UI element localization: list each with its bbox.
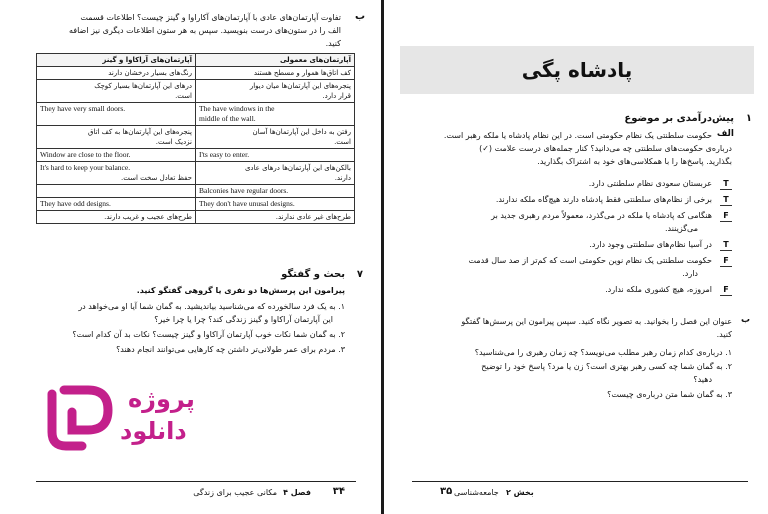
section1-a-label: الف: [716, 129, 734, 139]
page-number: ۳۴: [332, 486, 345, 497]
page-number: ۳۵: [440, 486, 453, 497]
question-item: ۱. درباره‌ی کدام زمان رهبر مطلب می‌نویسد؟ چه زمان رهبری را می‌شناسید؟: [474, 348, 732, 357]
table-cell: [196, 162, 355, 185]
table-cell-line: I'ts easy to enter.: [199, 150, 250, 159]
table-row: [37, 103, 355, 126]
table-row: [37, 80, 355, 103]
statement-text: عربستان سعودی نظام سلطنتی دارد.: [588, 179, 712, 188]
table-cell-line: قرار دارد.: [322, 92, 351, 100]
discussion-item: ۲. به گمان شما نکات خوب آپارتمان آراکاوا و گینز چیست؟ نکات بد آن کدام است؟: [72, 330, 345, 339]
table-cell-line: حفظ تعادل سخت است.: [120, 174, 192, 182]
table-header: آپارتمان‌های آراکاوا و گینز: [37, 54, 196, 67]
logo-text-line1: پروژه: [128, 385, 195, 413]
table-cell-line: پنجره‌های این آپارتمان‌ها میان دیوار: [249, 82, 351, 90]
table-cell: [196, 67, 355, 80]
table-cell-line: It's hard to keep your balance.: [40, 163, 131, 172]
section1-title: پیش‌درآمدی بر موضوع: [624, 113, 734, 124]
table-cell: [196, 211, 355, 224]
statement-text: حکومت سلطنتی یک نظام نوین حکومتی است که کم‌تر از صد سال قدمت: [468, 256, 712, 265]
table-cell-line: Window are close to the floor.: [40, 150, 131, 159]
table-row: [37, 162, 355, 185]
right-page: [384, 0, 768, 514]
table-row: [37, 185, 355, 198]
table-cell-line: The have windows in the: [199, 104, 275, 113]
table-cell-line: درهای این آپارتمان‌ها بسیار کوچک: [94, 82, 192, 90]
table-cell: [196, 185, 355, 198]
discussion-item: ۳. مردم برای عمر طولانی‌تر داشتن چه کارهایی می‌توانند انجام دهند؟: [116, 345, 345, 354]
table-cell: [37, 67, 196, 80]
table-cell-line: They don't have unusal designs.: [199, 199, 295, 208]
table-cell: [196, 198, 355, 211]
statement-text: دارد.: [682, 269, 698, 278]
section-b-line: الف را در ستون‌های درست بنویسید. سپس به هر ستون اطلاعات دیگری نیز اضافه: [68, 26, 341, 35]
section-b-label: ب: [354, 11, 365, 22]
section7-number: ۷: [356, 269, 363, 280]
section1-a-line: درباره‌ی حکومت‌های سلطنتی چه می‌دانید؟ کنار جمله‌های درست علامت (✓): [479, 144, 732, 153]
table-cell: [196, 103, 355, 126]
table-cell: [37, 211, 196, 224]
discussion-item: ۱. به یک فرد سالخورده که می‌شناسید بیاندیشید. به گمان شما آیا او می‌خواهد در: [78, 302, 345, 311]
table-row: [37, 198, 355, 211]
footer-rule: [412, 481, 748, 482]
table-cell-line: طرح‌های غیر عادی ندارند.: [275, 213, 351, 221]
discussion-item: این آپارتمان آراکاوا و گینز زندگی کند؟ چرا یا چرا خیر؟: [154, 315, 333, 324]
table-cell-line: طرح‌های عجیب و غریب دارند.: [104, 213, 192, 221]
statement-text: می‌گزینند.: [665, 224, 698, 233]
table-cell: [37, 149, 196, 162]
table-row: [37, 211, 355, 224]
table-row: [37, 126, 355, 149]
section-b-intro: عنوان این فصل را بخوانید. به تصویر نگاه کنید. سپس پیرامون این پرسش‌ها گفتگو: [461, 317, 732, 326]
part-label: بخش ۲: [506, 488, 534, 497]
section-b-line: کنید.: [325, 39, 341, 48]
answer-mark: F: [720, 284, 732, 296]
table-cell-line: Balconies have regular doors.: [199, 186, 289, 195]
title-band: [400, 46, 754, 94]
answer-mark: T: [720, 178, 732, 190]
answer-mark: T: [720, 194, 732, 206]
table-row: [37, 67, 355, 80]
table-cell: [196, 149, 355, 162]
section1-a-line: بگذارید. پاسخ‌ها را با همکلاسی‌های خود به اشتراک بگذارید.: [537, 157, 732, 166]
section-b-line: تفاوت آپارتمان‌های عادی با آپارتمان‌های آکاراوا و گینز چیست؟ اطلاعات قسمت: [80, 13, 341, 22]
table-row: [37, 149, 355, 162]
logo-text-line2: دانلود: [120, 417, 187, 445]
section-b-label: ب: [740, 315, 750, 325]
chapter-main-title: پادشاه پگی: [521, 58, 633, 82]
table-cell: [196, 80, 355, 103]
statement-text: امروزه، هیچ کشوری ملکه ندارد.: [605, 285, 712, 294]
section7-intro: پیرامون این پرسش‌ها دو نفری یا گروهی گفتگو کنید.: [136, 286, 345, 295]
table-cell: [37, 80, 196, 103]
table-cell-line: They have odd designs.: [40, 199, 111, 208]
table-cell: [37, 126, 196, 149]
chapter-label: فصل ۴: [283, 488, 311, 497]
table-cell-line: است.: [334, 138, 351, 146]
table-cell: [37, 185, 196, 198]
section1-number: ۱: [745, 113, 752, 124]
table-cell: [37, 162, 196, 185]
table-cell-line: نزدیک است.: [155, 138, 192, 146]
table-cell-line: بالکن‌های این آپارتمان‌ها درهای عادی: [244, 164, 351, 172]
table-header: آپارتمان‌های معمولی: [196, 54, 355, 67]
answer-mark: T: [720, 239, 732, 251]
table-cell-line: است.: [175, 92, 192, 100]
question-item: دهید؟: [693, 375, 712, 384]
table-cell-line: دارند.: [334, 174, 351, 182]
table-cell-line: رنگ‌های بسیار درخشان دارند: [108, 69, 192, 77]
table-cell-line: پنجره‌های این آپارتمان‌ها به کف اتاق: [88, 128, 192, 136]
section7-title: بحث و گفتگو: [281, 269, 345, 280]
apartments-table: [36, 53, 355, 224]
table-cell-line: رفتن به داخل این آپارتمان‌ها آسان: [252, 128, 351, 136]
section-b-intro: کنید.: [716, 330, 732, 339]
table-cell-line: کف اتاق‌ها هموار و مسطح هستند: [253, 69, 351, 77]
answer-mark: F: [720, 210, 732, 222]
section1-a-line: حکومت سلطنتی یک نظام حکومتی است. در این نظام پادشاه یا ملکه رهبر است.: [443, 131, 712, 140]
chapter-title: مکانی عجیب برای زندگی: [193, 488, 277, 497]
table-cell: [37, 198, 196, 211]
statement-text: برخی از نظام‌های سلطنتی فقط پادشاه دارند هیچ‌گاه ملکه ندارند.: [495, 195, 712, 204]
left-page: [0, 0, 381, 514]
part-title: جامعه‌شناسی: [454, 488, 499, 497]
answer-mark: F: [720, 255, 732, 267]
statement-text: در آسیا نظام‌های سلطنتی وجود دارد.: [589, 240, 712, 249]
table-cell-line: They have very small doors.: [40, 104, 126, 113]
statement-text: هنگامی که پادشاه یا ملکه در می‌گذرد، معمولاً مردم رهبری جدید بر: [491, 211, 712, 220]
question-item: ۲. به گمان شما چه کسی رهبر بهتری است؟ زن یا مرد؟ پاسخ خود را توضیح: [481, 362, 732, 371]
question-item: ۳. به گمان شما متن درباره‌ی چیست؟: [607, 390, 732, 399]
footer-rule: [36, 481, 356, 482]
table-cell-line: middle of the wall.: [199, 114, 256, 123]
table-cell: [37, 103, 196, 126]
table-cell: [196, 126, 355, 149]
